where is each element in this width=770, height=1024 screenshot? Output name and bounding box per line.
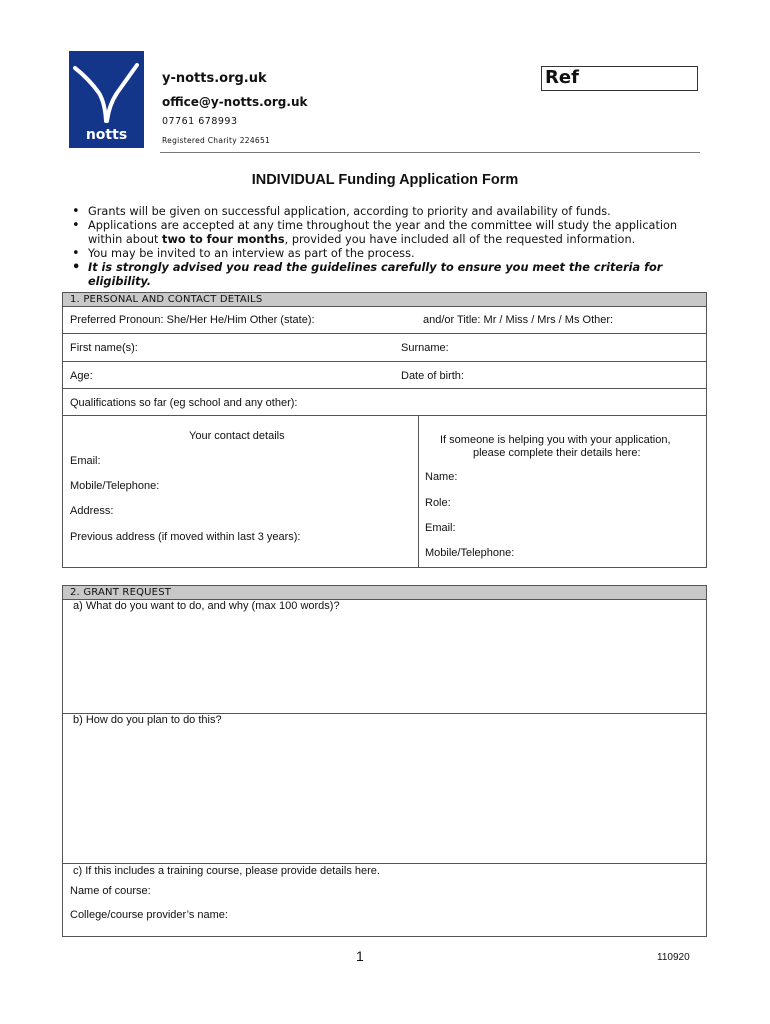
form-version-code: 110920 xyxy=(657,952,690,963)
row-divider xyxy=(63,415,706,416)
age-field[interactable]: Age: xyxy=(70,370,93,382)
qualifications-field[interactable]: Qualifications so far (eg school and any other): xyxy=(70,397,298,409)
contact-details-heading: Your contact details xyxy=(189,430,285,442)
helper-name-field[interactable]: Name: xyxy=(425,471,458,483)
helper-role-field[interactable]: Role: xyxy=(425,497,451,509)
form-title: INDIVIDUAL Funding Application Form xyxy=(251,172,519,188)
first-name-field[interactable]: First name(s): xyxy=(70,342,138,354)
guidance-item xyxy=(72,247,712,261)
guidance-warning: It is strongly advised you read the guidelines carefully to ensure you meet the criteria for eligibility. xyxy=(88,261,663,288)
surname-field[interactable]: Surname: xyxy=(401,342,449,354)
section-personal-details xyxy=(62,292,707,568)
guidance-item xyxy=(72,205,712,219)
column-divider xyxy=(418,415,419,567)
row-divider xyxy=(63,361,706,362)
guidance-item xyxy=(72,219,712,247)
row-divider xyxy=(63,388,706,389)
question-a[interactable]: a) What do you want to do, and why (max 100 words)? xyxy=(73,600,340,612)
email-text: office@y-notts.org.uk xyxy=(162,95,308,109)
question-c[interactable]: c) If this includes a training course, please provide details here. xyxy=(73,865,380,877)
mobile-field[interactable]: Mobile/Telephone: xyxy=(70,480,160,492)
guidance-text: You may be invited to an interview as part of the process. xyxy=(88,247,415,260)
row-divider xyxy=(63,863,706,864)
course-provider-field[interactable]: College/course provider’s name: xyxy=(70,909,228,921)
helper-intro: If someone is helping you with your application, xyxy=(440,434,671,446)
helper-email-field[interactable]: Email: xyxy=(425,522,456,534)
phone-text: 07761 678993 xyxy=(162,116,238,127)
row-divider xyxy=(63,333,706,334)
helper-mobile-field[interactable]: Mobile/Telephone: xyxy=(425,547,515,559)
guidance-list xyxy=(72,205,712,289)
charity-number: Registered Charity 224651 xyxy=(162,136,271,145)
previous-address-field[interactable]: Previous address (if moved within last 3 years): xyxy=(70,531,301,543)
address-field[interactable]: Address: xyxy=(70,505,114,517)
page-number: 1 xyxy=(356,948,364,964)
website-text: y-notts.org.uk xyxy=(162,71,267,86)
header-divider xyxy=(160,152,700,153)
guidance-item xyxy=(72,261,712,289)
y-notts-logo xyxy=(69,51,144,148)
course-name-field[interactable]: Name of course: xyxy=(70,885,151,897)
email-field[interactable]: Email: xyxy=(70,455,101,467)
ref-field[interactable] xyxy=(541,66,698,91)
helper-intro: please complete their details here: xyxy=(473,447,641,459)
guidance-text: Applications are accepted at any time throughout the year and the committee will study the application within about xyxy=(88,219,678,246)
title-field[interactable]: and/or Title: Mr / Miss / Mrs / Ms Other: xyxy=(423,314,614,326)
section-grant-request xyxy=(62,585,707,937)
guidance-emphasis: two to four months xyxy=(162,233,285,246)
guidance-text: Grants will be given on successful application, according to priority and availability of funds. xyxy=(88,205,611,218)
logo-wordmark: notts xyxy=(85,127,128,143)
guidance-text: , provided you have included all of the requested information. xyxy=(284,233,636,246)
question-b[interactable]: b) How do you plan to do this? xyxy=(73,714,222,726)
section-heading: 2. GRANT REQUEST xyxy=(63,586,706,600)
pronoun-field[interactable]: Preferred Pronoun: She/Her He/Him Other (state): xyxy=(70,314,315,326)
section-heading: 1. PERSONAL AND CONTACT DETAILS xyxy=(63,293,706,307)
dob-field[interactable]: Date of birth: xyxy=(401,370,464,382)
ref-label: Ref xyxy=(545,67,579,88)
